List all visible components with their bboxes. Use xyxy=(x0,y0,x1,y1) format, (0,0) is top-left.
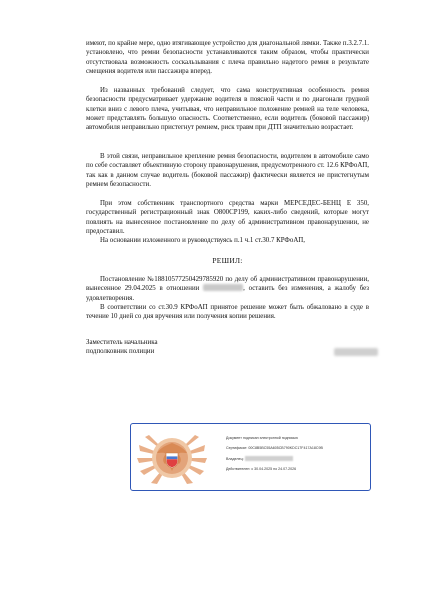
stamp-owner-label: Владелец: xyxy=(226,457,244,461)
signatory-title xyxy=(86,338,369,357)
redacted-owner xyxy=(245,456,293,461)
decision-text-end: , оставить без изменения, а жалобу без удовлетворения. xyxy=(86,285,370,302)
stamp-certificate-line: Сертификат: 00C8B5BC55A605CB790KDC17F417A18C9B xyxy=(226,446,323,450)
redacted-name xyxy=(203,284,243,291)
stamp-validity-line: Действителен: с 30.04.2025 по 24.07.2026 xyxy=(226,467,297,471)
paragraph-seatbelt-requirements: имеют, по крайне мере, одно втягивающее устройство для диагональной лямки. Также п.3.2.7.1. установлено, что ремни безопасности устанавливаются таким образом, чтобы практически отсутствовала возможность соскальзывания с плеча правильно надетого ремня в результате смещения водителя или пассажира вперед. xyxy=(86,40,369,75)
paragraph-appeal: В соответствии со ст.30.9 КРФоАП принятое решение может быть обжаловано в суде в течение 10 дней со дня вручения или получения копии решения. xyxy=(86,304,369,321)
paragraph-decision xyxy=(86,275,369,303)
paragraph-vehicle-owner: При этом собственник транспортного средства марки МЕРСЕДЕС-БЕНЦ Е 350, государственный регистрационный знак О800СР199, каких-либо сведений, которые могут повлиять на вынесенное постановление по делу об административном правонарушении, не предоставил. xyxy=(86,200,369,235)
signatory-role-1: Заместитель начальника xyxy=(86,339,158,346)
stamp-signed-line: Документ подписан электронной подписью xyxy=(226,436,298,440)
decision-text-start: Постановление №18810577250429785920 по делу об административном правонарушении, вынесенное 29.04.2025 в отношении xyxy=(86,276,369,293)
redacted-signatory-name xyxy=(334,348,378,356)
decision-heading: РЕШИЛ: xyxy=(212,256,243,265)
signatory-role-2: подполковник полиции xyxy=(86,348,155,356)
paragraph-improper-fastening: В этой связи, неправильное крепление ремня безопасности, водителем в автомобиле само по себе составляет объективную сторону правонарушения, предусмотренного ст. 12.6 КРФоАП, так как в данном случае водитель (боковой пассажир) фактически является не пристегнутым ремнем безопасности. xyxy=(86,153,369,188)
paragraph-design-features: Из названных требований следует, что сама конструктивная особенность ремня безопасности предусматривает удержание водителя в поясной части и по диагонали грудной клетки вниз с левого плеча, учитывая, что неправильное положение ремней на теле человека, может представлять большую опасность. Соответственно, если водитель (боковой пассажир) автомобиля неправильно пристегнут ремнем, риск травм при ДТП значительно возрастает. xyxy=(86,87,369,132)
police-emblem-icon xyxy=(137,431,207,485)
stamp-owner-line xyxy=(226,456,293,461)
electronic-signature-stamp xyxy=(130,423,371,491)
paragraph-legal-basis: На основании изложенного и руководствуясь п.1 ч.1 ст.30.7 КРФоАП, xyxy=(100,237,305,244)
